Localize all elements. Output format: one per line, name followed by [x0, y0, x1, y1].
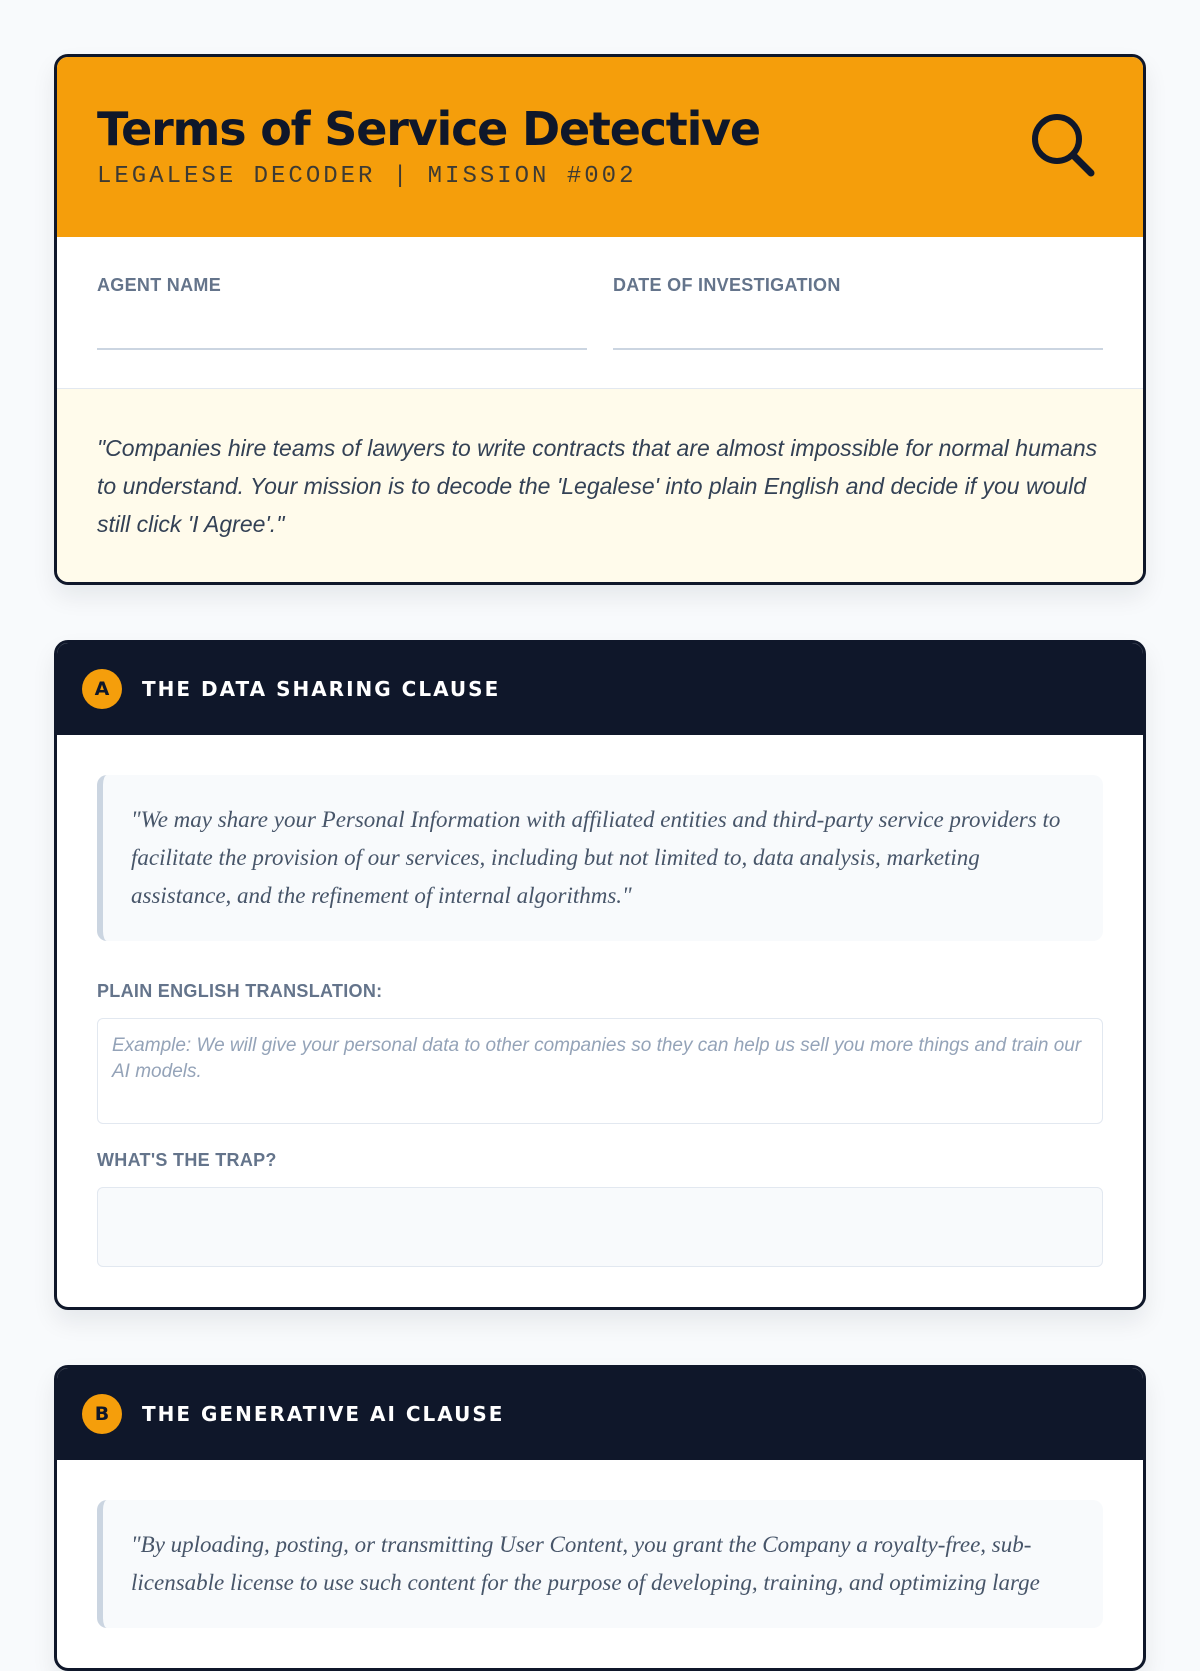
legal-text: "We may share your Personal Information with affiliated entities and third-party service providers to facilitate the provision of our services, including but not limited to, data analysis, marketing assistance, and the refinement of internal algorithms." — [97, 775, 1103, 941]
magnifying-glass-icon — [1027, 109, 1099, 181]
page-subtitle: LEGALESE DECODER | MISSION #002 — [97, 163, 637, 190]
clause-header — [57, 643, 1143, 735]
page-container — [54, 54, 1146, 1671]
clause-badge: B — [82, 1394, 122, 1434]
agent-name-input[interactable] — [97, 314, 587, 350]
agent-name-group — [97, 275, 587, 350]
clause-card-a — [54, 640, 1146, 1310]
date-label: DATE OF INVESTIGATION — [613, 275, 841, 295]
clause-card-b — [54, 1365, 1146, 1671]
clause-header — [57, 1368, 1143, 1460]
clause-body — [57, 1460, 1143, 1668]
date-input[interactable] — [613, 314, 1103, 350]
page-title: Terms of Service Detective — [97, 102, 760, 156]
mission-header — [57, 57, 1143, 237]
translation-label: PLAIN ENGLISH TRANSLATION: — [97, 981, 383, 1001]
clause-title: THE DATA SHARING CLAUSE — [142, 677, 501, 701]
translation-input[interactable] — [97, 1018, 1103, 1124]
agent-name-label: AGENT NAME — [97, 275, 221, 295]
agent-info-fields — [57, 237, 1143, 389]
intro-quote: "Companies hire teams of lawyers to write contracts that are almost impossible for normal humans to understand. Your mission is to decode the 'Legalese' into plain English and decide if you would still click 'I Agree'." — [57, 389, 1143, 582]
mission-card — [54, 54, 1146, 585]
date-group — [613, 275, 1103, 350]
legal-text: "By uploading, posting, or transmitting User Content, you grant the Company a royalty-free, sub-licensable license to use such content for the purpose of developing, training, and optimizing large — [97, 1500, 1103, 1628]
clause-body — [57, 735, 1143, 1307]
trap-input[interactable] — [97, 1187, 1103, 1267]
clause-title: THE GENERATIVE AI CLAUSE — [142, 1402, 505, 1426]
trap-label: WHAT'S THE TRAP? — [97, 1150, 277, 1170]
clause-badge: A — [82, 669, 122, 709]
